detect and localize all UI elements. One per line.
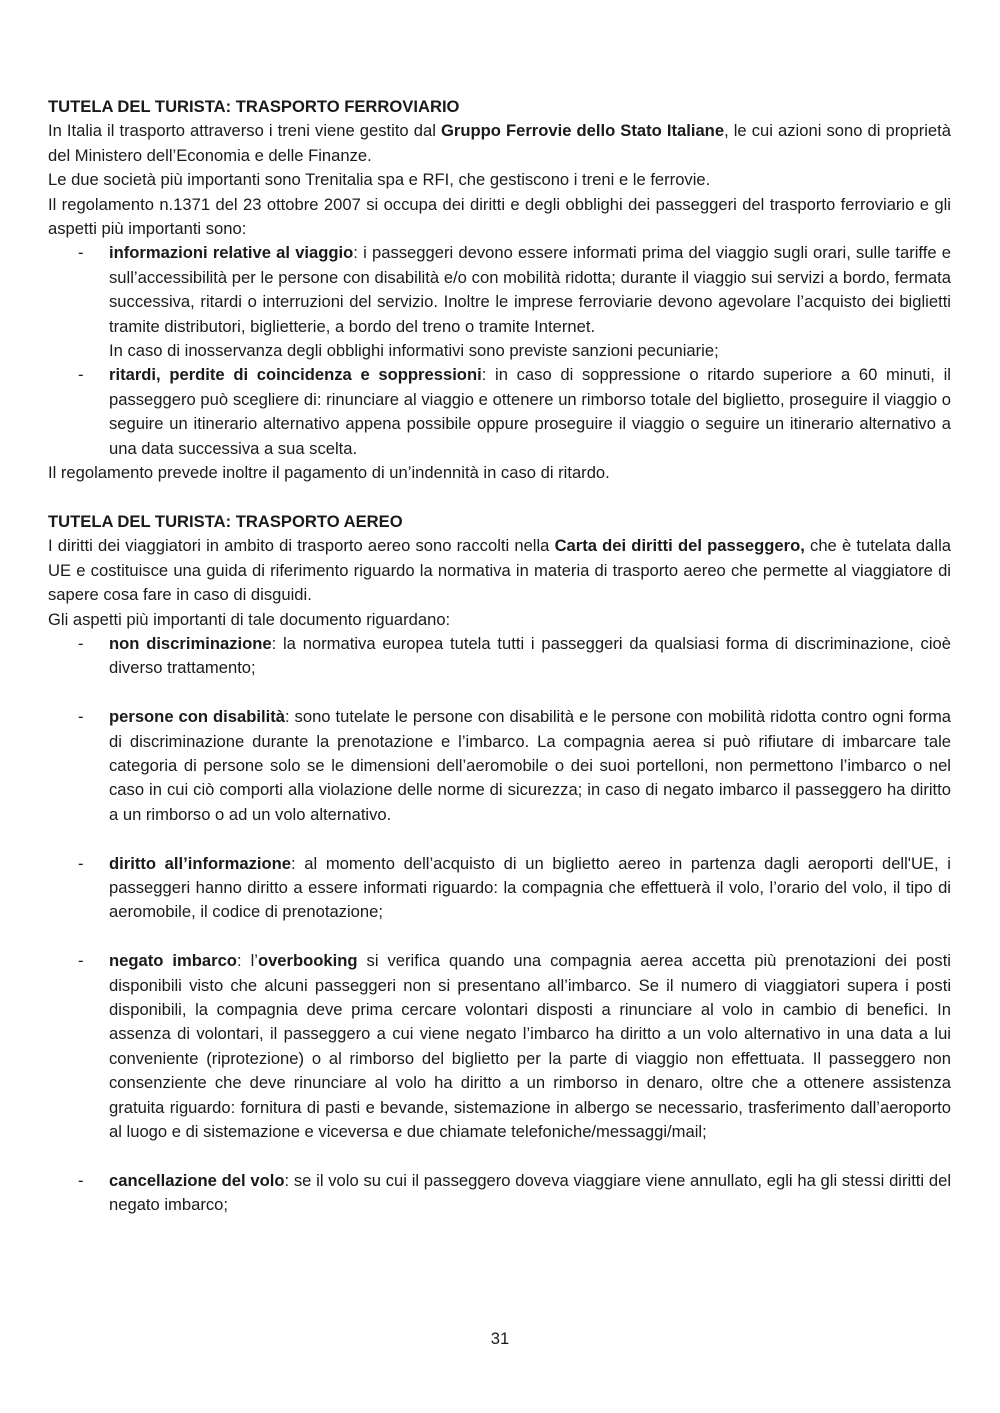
bold-term: Carta dei diritti del passeggero, — [554, 536, 805, 556]
list-item-text: : la normativa europea tutela tutti i passeggeri da qualsiasi forma di discriminazione, cioè diverso trattamento; — [109, 633, 951, 678]
bold-term: cancellazione del volo — [109, 1170, 285, 1190]
list-item — [48, 363, 951, 461]
text-span: , le cui azioni sono di proprietà del Ministero dell’Economia e delle Finanze. — [48, 121, 952, 165]
page-number: 31 — [490, 1329, 510, 1348]
bold-term: non discriminazione — [109, 633, 272, 653]
bold-term: Gruppo Ferrovie dello Stato Italiane — [440, 121, 725, 141]
section-spacer — [48, 486, 951, 510]
list-item — [48, 949, 951, 1144]
list-item-text: : se il volo su cui il passeggero doveva viaggiare viene annullato, egli ha gli stessi diritti del negato imbarco; — [109, 1170, 951, 1215]
paragraph-rail-regulation: Il regolamento n.1371 del 23 ottobre 2007 si occupa dei diritti e degli obblighi dei passeggeri del trasporto ferroviario e gli aspetti più importanti sono: — [48, 194, 951, 239]
air-bullet-list — [48, 632, 951, 1218]
bold-term: diritto all’informazione — [109, 853, 291, 873]
text-span: : l’ — [236, 951, 258, 971]
bold-term: informazioni relative al viaggio — [109, 243, 354, 263]
list-item — [48, 632, 951, 681]
list-item-text: si verifica quando una compagnia aerea accetta più prenotazioni dei posti disponibili visto che alcuni passeggeri non si presentano all’imbarco. Se il numero di viaggiatori supera i posti disponibili, la compagnia deve prima cercare volontari disposti a rinunciare al volo in cambio di benefici. In assenza di volontari, il passeggero a cui viene negato l’imbarco ha diritto a un volo alternativo in una data a lui conveniente (riprotezione) o al rimborso del biglietto per la parte di viaggio non effettuata. Il passeggero non consenziente che deve rinunciare al volo ha diritto a un rimborso in denaro, oltre che a ottenere assistenza gratuita riguardo: fornitura di pasti e bevande, sistemazione in albergo se necessario, trasferimento dall’aeroporto al luogo e di sistemazione e viceversa e due chiamate telefoniche/messaggi/mail; — [109, 951, 951, 1141]
list-item-text: : sono tutelate le persone con disabilità e le persone con mobilità ridotta contro ogni forma di discriminazione durante la prenotazione e l’imbarco. La compagnia aerea si può rifiutare di imbarcare tale categoria di persone solo se le dimensioni dell’aeromobile o dei suoi portelloni, non permettono l’imbarco o nel caso in cui ciò comporti alla violazione delle norme di sicurezza; in caso di negato imbarco il passeggero ha diritto a un rimborso o ad un volo alternativo. — [109, 707, 952, 824]
list-item — [48, 705, 951, 827]
bullet-dash: - — [78, 853, 84, 873]
bullet-dash: - — [78, 633, 84, 653]
list-item-text: : al momento dell’acquisto di un biglietto aereo in partenza dagli aeroporti dell'UE, i passeggeri hanno diritto a essere informati riguardo: la compagnia che effettuerà il volo, l’orario del volo, il tipo di aeromobile, il codice di prenotazione; — [109, 853, 951, 922]
section-title-rail: TUTELA DEL TURISTA: TRASPORTO FERROVIARIO — [48, 97, 460, 116]
paragraph-air-aspects: Gli aspetti più importanti di tale documento riguardano: — [48, 609, 451, 629]
list-item-text: : in caso di soppressione o ritardo superiore a 60 minuti, il passeggero può scegliere di: rinunciare al viaggio e ottenere un rimborso totale del biglietto, proseguire il viaggio o seguire un itinerario alternativo appena possibile oppure proseguire il viaggio o seguire un itinerario alternativo a una data successiva a sua scelta. — [109, 365, 951, 458]
bold-term: ritardi, perdite di coincidenza e soppressioni — [109, 365, 482, 385]
bold-term: negato imbarco — [109, 951, 237, 971]
text-span: che è tutelata dalla UE e costituisce una guida di riferimento riguardo la normativa in materia di trasporto aereo che permette al viaggiatore di sapere cosa fare in caso di disguidi. — [48, 536, 951, 605]
bullet-dash: - — [78, 1170, 84, 1190]
paragraph-rail-intro — [48, 119, 951, 168]
list-item-note: In caso di inosservanza degli obblighi informativi sono previste sanzioni pecuniarie; — [109, 341, 719, 361]
bold-term: persone con disabilità — [109, 707, 285, 727]
paragraph-rail-companies: Le due società più importanti sono Trenitalia spa e RFI, che gestiscono i treni e le ferrovie. — [48, 170, 711, 190]
page-content — [48, 95, 951, 1218]
rail-bullet-list — [48, 241, 951, 461]
bold-term: overbooking — [257, 951, 358, 971]
text-span: In Italia il trasporto attraverso i treni viene gestito dal — [48, 121, 441, 141]
bullet-dash: - — [78, 707, 84, 727]
bullet-dash: - — [78, 365, 84, 385]
list-item-text: : i passeggeri devono essere informati prima del viaggio sugli orari, sulle tariffe e sull’accessibilità per le persone con disabilità e/o con mobilità ridotta; durante il viaggio sui servizi a bordo, fermata successiva, ritardi o interruzioni del servizio. Inoltre le imprese ferroviarie devono agevolare l’acquisto dei biglietti tramite distributori, biglietterie, a bordo del treno o tramite Internet. — [109, 243, 951, 336]
bullet-dash: - — [78, 951, 84, 971]
section-title-air: TUTELA DEL TURISTA: TRASPORTO AEREO — [48, 511, 403, 531]
paragraph-air-intro — [48, 534, 951, 607]
bullet-dash: - — [78, 243, 84, 263]
list-item — [48, 1169, 951, 1218]
list-item — [48, 241, 951, 363]
paragraph-rail-closing: Il regolamento prevede inoltre il pagamento di un’indennità in caso di ritardo. — [48, 463, 610, 483]
text-span: I diritti dei viaggiatori in ambito di trasporto aereo sono raccolti nella — [48, 536, 555, 556]
list-item — [48, 852, 951, 925]
